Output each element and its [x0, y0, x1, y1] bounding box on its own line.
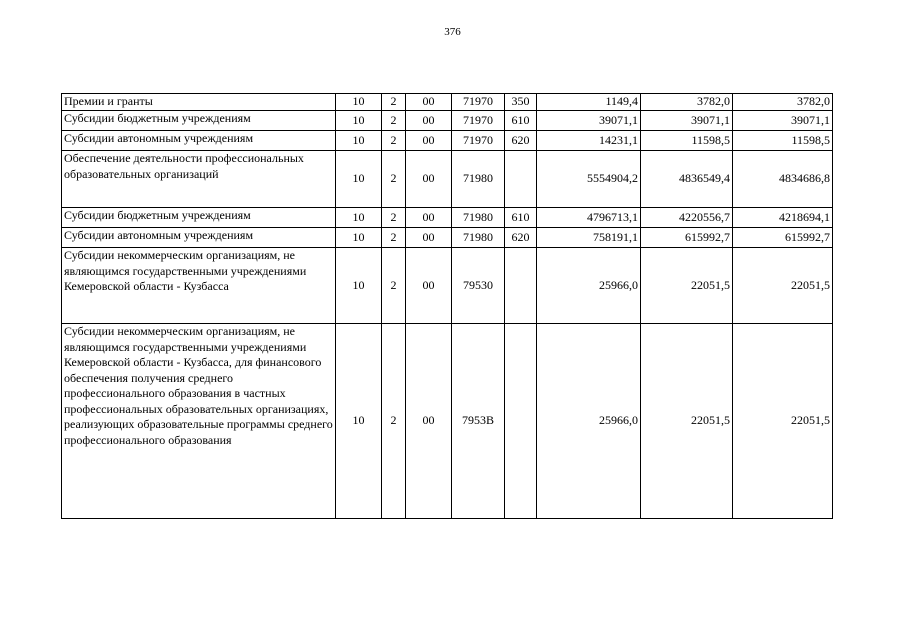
target-article-code-cell: 71970	[452, 111, 505, 131]
expense-type-code-cell: 620	[505, 131, 537, 151]
expense-type-code-cell	[505, 324, 537, 519]
section-code-cell: 10	[336, 208, 382, 228]
target-article-code-cell: 71970	[452, 131, 505, 151]
table-row	[62, 94, 833, 111]
table-row	[62, 131, 833, 151]
amount-year-3-cell: 615992,7	[733, 228, 833, 248]
amount-year-1-cell: 4796713,1	[537, 208, 641, 228]
amount-year-2-cell: 615992,7	[641, 228, 733, 248]
amount-year-3-cell: 4834686,8	[733, 151, 833, 208]
section-code-cell: 10	[336, 151, 382, 208]
amount-year-1-cell: 39071,1	[537, 111, 641, 131]
subsection-code-cell: 2	[382, 248, 406, 324]
amount-year-1-cell: 14231,1	[537, 131, 641, 151]
row-name-cell: Субсидии некоммерческим организациям, не являющимся государственными учреждениями Кемеровской области - Кузбасса, для финансового обеспечения получения среднего профессионального образования в частных профессиональных образовательных организациях, реализующих образовательные программы среднего профессионального образования	[62, 324, 336, 519]
table-row	[62, 324, 833, 519]
subsection-code-cell: 2	[382, 324, 406, 519]
subsection-code-cell: 2	[382, 208, 406, 228]
program-code-cell: 00	[406, 208, 452, 228]
table-row	[62, 208, 833, 228]
program-code-cell: 00	[406, 324, 452, 519]
expense-type-code-cell: 610	[505, 111, 537, 131]
amount-year-3-cell: 3782,0	[733, 94, 833, 111]
amount-year-2-cell: 3782,0	[641, 94, 733, 111]
subsection-code-cell: 2	[382, 228, 406, 248]
section-code-cell: 10	[336, 324, 382, 519]
row-name-cell: Субсидии бюджетным учреждениям	[62, 208, 336, 228]
expense-type-code-cell: 610	[505, 208, 537, 228]
expense-type-code-cell	[505, 248, 537, 324]
subsection-code-cell: 2	[382, 94, 406, 111]
table-row	[62, 248, 833, 324]
amount-year-3-cell: 39071,1	[733, 111, 833, 131]
table-row	[62, 111, 833, 131]
amount-year-1-cell: 25966,0	[537, 324, 641, 519]
subsection-code-cell: 2	[382, 131, 406, 151]
subsection-code-cell: 2	[382, 151, 406, 208]
target-article-code-cell: 71980	[452, 208, 505, 228]
row-name-cell: Премии и гранты	[62, 94, 336, 111]
amount-year-1-cell: 25966,0	[537, 248, 641, 324]
target-article-code-cell: 71980	[452, 228, 505, 248]
program-code-cell: 00	[406, 94, 452, 111]
program-code-cell: 00	[406, 248, 452, 324]
amount-year-2-cell: 4836549,4	[641, 151, 733, 208]
program-code-cell: 00	[406, 228, 452, 248]
row-name-cell: Субсидии автономным учреждениям	[62, 228, 336, 248]
row-name-cell: Субсидии бюджетным учреждениям	[62, 111, 336, 131]
expense-type-code-cell: 620	[505, 228, 537, 248]
section-code-cell: 10	[336, 111, 382, 131]
budget-table	[61, 93, 833, 519]
section-code-cell: 10	[336, 131, 382, 151]
table-row	[62, 151, 833, 208]
section-code-cell: 10	[336, 94, 382, 111]
target-article-code-cell: 79530	[452, 248, 505, 324]
row-name-cell: Субсидии некоммерческим организациям, не являющимся государственными учреждениями Кемеровской области - Кузбасса	[62, 248, 336, 324]
amount-year-2-cell: 39071,1	[641, 111, 733, 131]
row-name-cell: Обеспечение деятельности профессиональных образовательных организаций	[62, 151, 336, 208]
program-code-cell: 00	[406, 151, 452, 208]
amount-year-1-cell: 758191,1	[537, 228, 641, 248]
row-name-cell: Субсидии автономным учреждениям	[62, 131, 336, 151]
expense-type-code-cell: 350	[505, 94, 537, 111]
amount-year-3-cell: 22051,5	[733, 324, 833, 519]
amount-year-1-cell: 1149,4	[537, 94, 641, 111]
target-article-code-cell: 71980	[452, 151, 505, 208]
section-code-cell: 10	[336, 248, 382, 324]
page-number: 376	[444, 26, 461, 38]
target-article-code-cell: 71970	[452, 94, 505, 111]
amount-year-2-cell: 11598,5	[641, 131, 733, 151]
program-code-cell: 00	[406, 131, 452, 151]
amount-year-3-cell: 11598,5	[733, 131, 833, 151]
amount-year-3-cell: 22051,5	[733, 248, 833, 324]
target-article-code-cell: 7953В	[452, 324, 505, 519]
amount-year-2-cell: 22051,5	[641, 324, 733, 519]
amount-year-2-cell: 22051,5	[641, 248, 733, 324]
amount-year-3-cell: 4218694,1	[733, 208, 833, 228]
section-code-cell: 10	[336, 228, 382, 248]
amount-year-1-cell: 5554904,2	[537, 151, 641, 208]
table-row	[62, 228, 833, 248]
expense-type-code-cell	[505, 151, 537, 208]
program-code-cell: 00	[406, 111, 452, 131]
amount-year-2-cell: 4220556,7	[641, 208, 733, 228]
subsection-code-cell: 2	[382, 111, 406, 131]
